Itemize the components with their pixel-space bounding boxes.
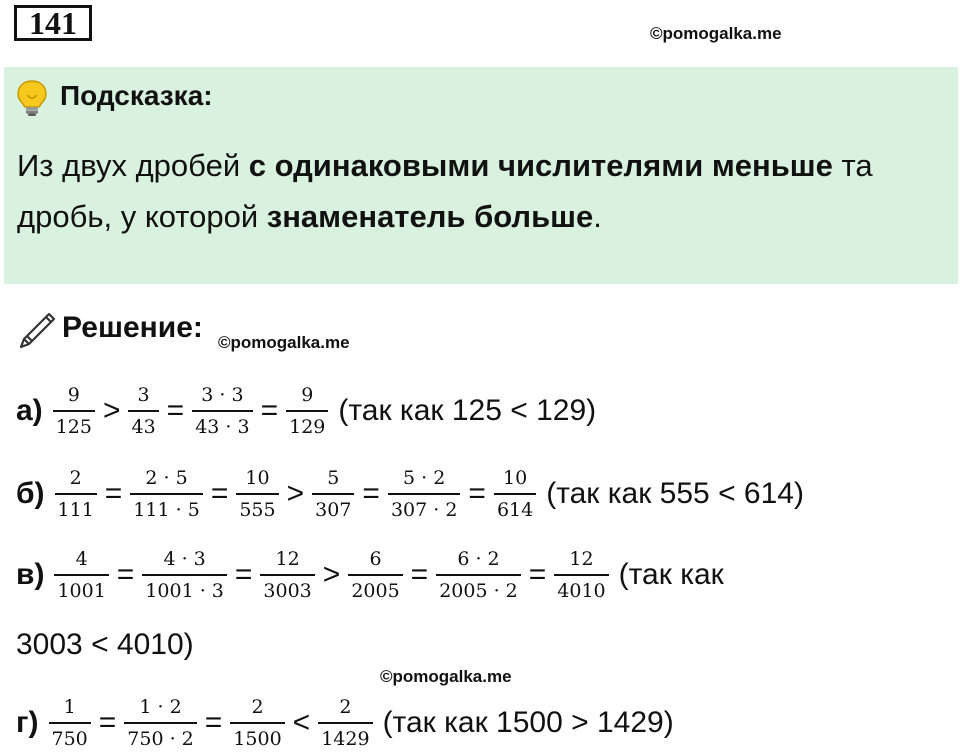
row-label: г) [16, 706, 39, 739]
fraction-numerator: 10 [502, 467, 528, 489]
fraction-denominator: 125 [53, 410, 95, 439]
solution-row-v-continuation: 3003 < 4010) [16, 628, 194, 661]
fraction [142, 547, 227, 603]
watermark-bottom: ©pomogalka.me [380, 667, 512, 686]
row-comment: (так как [618, 558, 724, 591]
math-operator: = [468, 477, 486, 510]
row-label: в) [16, 558, 45, 591]
fraction [436, 547, 521, 603]
fraction-denominator: 43 · 3 [192, 410, 252, 439]
fraction [54, 547, 108, 603]
math-operator: = [166, 394, 185, 427]
fraction-numerator: 3 [137, 384, 150, 406]
fraction-numerator: 6 [369, 548, 382, 570]
fraction-denominator: 2005 · 2 [436, 574, 521, 603]
fraction-denominator: 3003 [260, 574, 314, 603]
row-label: а) [16, 394, 43, 427]
math-operator: = [234, 558, 253, 591]
solution-row-b [16, 466, 804, 522]
fraction-denominator: 1500 [230, 722, 284, 751]
fraction [53, 383, 95, 439]
fraction-numerator: 10 [245, 467, 270, 489]
fraction-numerator: 4 · 3 [163, 548, 206, 570]
pencil-icon [18, 309, 58, 349]
fraction-numerator: 2 [339, 696, 352, 718]
fraction [494, 466, 536, 522]
hint-text-bold: знаменатель больше [266, 199, 594, 234]
fraction [388, 466, 460, 522]
row-comment: (так как 1500 > 1429) [382, 706, 674, 739]
fraction-denominator: 1001 · 3 [142, 574, 227, 603]
fraction-denominator: 307 [312, 493, 354, 522]
fraction-numerator: 2 [69, 467, 82, 489]
math-operator: > [102, 394, 121, 427]
fraction [130, 466, 202, 522]
fraction-denominator: 129 [286, 410, 328, 439]
solution-row-a [16, 383, 596, 439]
solution-title: Решение: [62, 311, 203, 344]
fraction-denominator: 750 · 2 [124, 722, 196, 751]
watermark-top: ©pomogalka.me [650, 24, 782, 43]
math-operator: = [98, 706, 117, 739]
row-label: б) [16, 477, 45, 510]
math-operator: < [292, 706, 311, 739]
fraction-numerator: 4 [75, 548, 88, 570]
fraction-numerator: 9 [67, 384, 80, 406]
fraction-denominator: 2005 [348, 574, 402, 603]
fraction [312, 466, 354, 522]
fraction-numerator: 5 · 2 [403, 467, 446, 489]
fraction [286, 383, 328, 439]
fraction [554, 547, 608, 603]
math-operator: = [362, 477, 380, 510]
math-operator: = [210, 477, 229, 510]
fraction-denominator: 555 [236, 493, 278, 522]
fraction [49, 695, 91, 751]
fraction [260, 547, 314, 603]
fraction [192, 383, 252, 439]
hint-text-bold: с одинаковыми числителями меньше [248, 148, 833, 183]
fraction-numerator: 1 [63, 696, 76, 718]
fraction-numerator: 9 [301, 384, 314, 406]
hint-title: Подсказка: [60, 80, 213, 111]
solution-row-g [16, 695, 674, 751]
fraction [236, 466, 278, 522]
fraction-denominator: 1429 [318, 722, 372, 751]
fraction [128, 383, 158, 439]
fraction-numerator: 12 [275, 548, 300, 570]
fraction-denominator: 111 [55, 493, 97, 522]
fraction-denominator: 750 [49, 722, 91, 751]
math-operator: > [322, 558, 341, 591]
fraction [318, 695, 372, 751]
hint-text-part: та дробь, у которой [17, 148, 873, 234]
lightbulb-icon [14, 79, 50, 117]
hint-text-part: . [593, 199, 602, 234]
fraction-numerator: 3 · 3 [201, 384, 244, 406]
fraction-denominator: 111 · 5 [130, 493, 202, 522]
fraction-denominator: 4010 [554, 574, 608, 603]
math-operator: = [204, 706, 223, 739]
fraction-numerator: 1 · 2 [139, 696, 182, 718]
fraction-denominator: 307 · 2 [388, 493, 460, 522]
fraction [124, 695, 196, 751]
fraction-numerator: 2 · 5 [145, 467, 188, 489]
math-operator: = [528, 558, 547, 591]
row-comment: (так как 125 < 129) [338, 394, 597, 427]
fraction [348, 547, 402, 603]
math-operator: = [116, 558, 135, 591]
fraction-denominator: 43 [128, 410, 158, 439]
watermark-solution: ©pomogalka.me [218, 333, 350, 352]
math-operator: = [260, 394, 279, 427]
fraction [55, 466, 97, 522]
hint-text-part: Из двух дробей [17, 148, 249, 183]
row-comment: (так как 555 < 614) [546, 477, 804, 510]
fraction-numerator: 2 [251, 696, 264, 718]
task-number: 141 [14, 5, 92, 41]
math-operator: > [286, 477, 305, 510]
solution-row-v [16, 547, 724, 603]
fraction-numerator: 5 [327, 467, 340, 489]
math-operator: = [104, 477, 123, 510]
fraction-numerator: 6 · 2 [457, 548, 500, 570]
fraction-denominator: 1001 [54, 574, 108, 603]
math-operator: = [410, 558, 429, 591]
fraction-numerator: 12 [569, 548, 594, 570]
fraction-denominator: 614 [494, 493, 536, 522]
fraction [230, 695, 284, 751]
hint-text [17, 140, 937, 242]
